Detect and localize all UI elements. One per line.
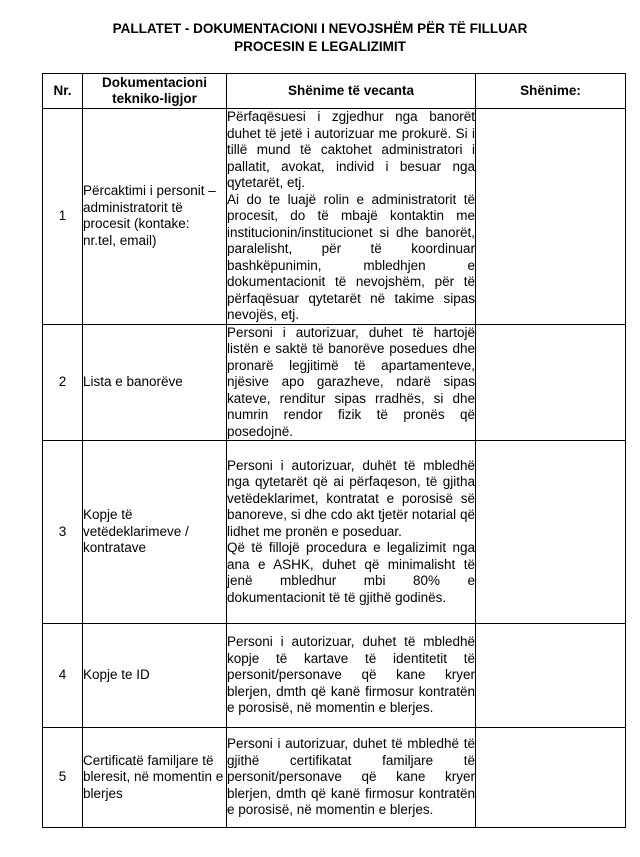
row-special-notes (227, 624, 476, 728)
row-notes-cell (476, 324, 626, 441)
row-documentation: Certificatë familjare të bleresit, në momentin e blerjes (83, 728, 227, 828)
document-title (60, 20, 580, 56)
note-paragraph: Përfaqësuesi i zgjedhur nga banorët duhet të jetë i autorizuar me prokurë. Si i tillë mund të caktohet administratori i pallatit, avokat, individ i besuar nga qytetarët, etj. (227, 109, 475, 190)
table-row (43, 728, 626, 828)
table-header-row (43, 74, 626, 109)
row-special-notes (227, 728, 476, 828)
row-notes-cell (476, 441, 626, 624)
row-number: 3 (43, 441, 83, 624)
row-documentation: Kopje të vetëdeklarimeve / kontratave (83, 441, 227, 624)
row-number: 2 (43, 324, 83, 441)
table-row (43, 109, 626, 325)
row-number: 5 (43, 728, 83, 828)
note-paragraph: Personi i autorizuar, duhet të hartojë listën e saktë të banorëve posedues dhe pronarë legjitimë të apartamenteve, njësive apo garazheve, ndarë sipas kateve, renditur sipas rradhës, si dhe numrin rendor fizik të pronës që posedojnë. (227, 324, 475, 439)
note-paragraph: Që të fillojë procedura e legalizimit nga ana e ASHK, duhet që minimalisht të jenë mbledhur mbi 80% e dokumentacionit të të gjithë godinës. (227, 540, 475, 605)
note-paragraph: Personi i autorizuar, duhet të mbledhë kopje të kartave të identitetit të personit/personave që kane kryer blerjen, dmth që kanë firmosur kontratën e porosisë, në momentin e blerjes. (227, 634, 475, 716)
note-paragraph: Personi i autorizuar, duhet të mbledhë të gjithë certifikatat familjare të personit/personave që kane kryer blerjen, dmth që kanë firmosur kontratën e porosisë, në momentin e blerjes. (227, 736, 475, 818)
row-notes-cell (476, 624, 626, 728)
documentation-table (42, 73, 626, 828)
row-special-notes (227, 109, 476, 325)
note-paragraph: Ai do te luajë rolin e administratorit të procesit, do të mbajë kontaktin me institucionin/institucionet si dhe banorët, paralelisht, për të koordinuar bashkëpunimin, mbledhjen e dokumentacionit të nevojshëm, për të përfaqësuar qytetarët në takime sipas nevojës, etj. (227, 191, 475, 322)
note-paragraph: Personi i autorizuar, duhët të mbledhë nga qytetarët që ai përfaqeson, të gjitha vetëdeklarimet, kontratat e porosisë së banoreve, si dhe cdo akt tjetër notarial që lidhet me pronën e poseduar. (227, 457, 475, 539)
row-special-notes (227, 324, 476, 441)
table-row (43, 324, 626, 441)
row-notes-cell (476, 728, 626, 828)
row-special-notes (227, 441, 476, 624)
table-row (43, 441, 626, 624)
header-documentation: Dokumentacioni tekniko-ligjor (83, 74, 227, 109)
table-row (43, 624, 626, 728)
row-documentation: Kopje te ID (83, 624, 227, 728)
row-number: 1 (43, 109, 83, 325)
row-notes-cell (476, 109, 626, 325)
title-line-1: PALLATET - DOKUMENTACIONI I NEVOJSHËM PËR TË FILLUAR (112, 21, 528, 36)
header-notes: Shënime: (476, 74, 626, 109)
title-line-2: PROCESIN E LEGALIZIMIT (234, 39, 406, 54)
row-number: 4 (43, 624, 83, 728)
row-documentation: Lista e banorëve (83, 324, 227, 441)
header-special-notes: Shënime të vecanta (227, 74, 476, 109)
header-nr: Nr. (43, 74, 83, 109)
row-documentation: Përcaktimi i personit – administratorit të procesit (kontake: nr.tel, email) (83, 109, 227, 325)
